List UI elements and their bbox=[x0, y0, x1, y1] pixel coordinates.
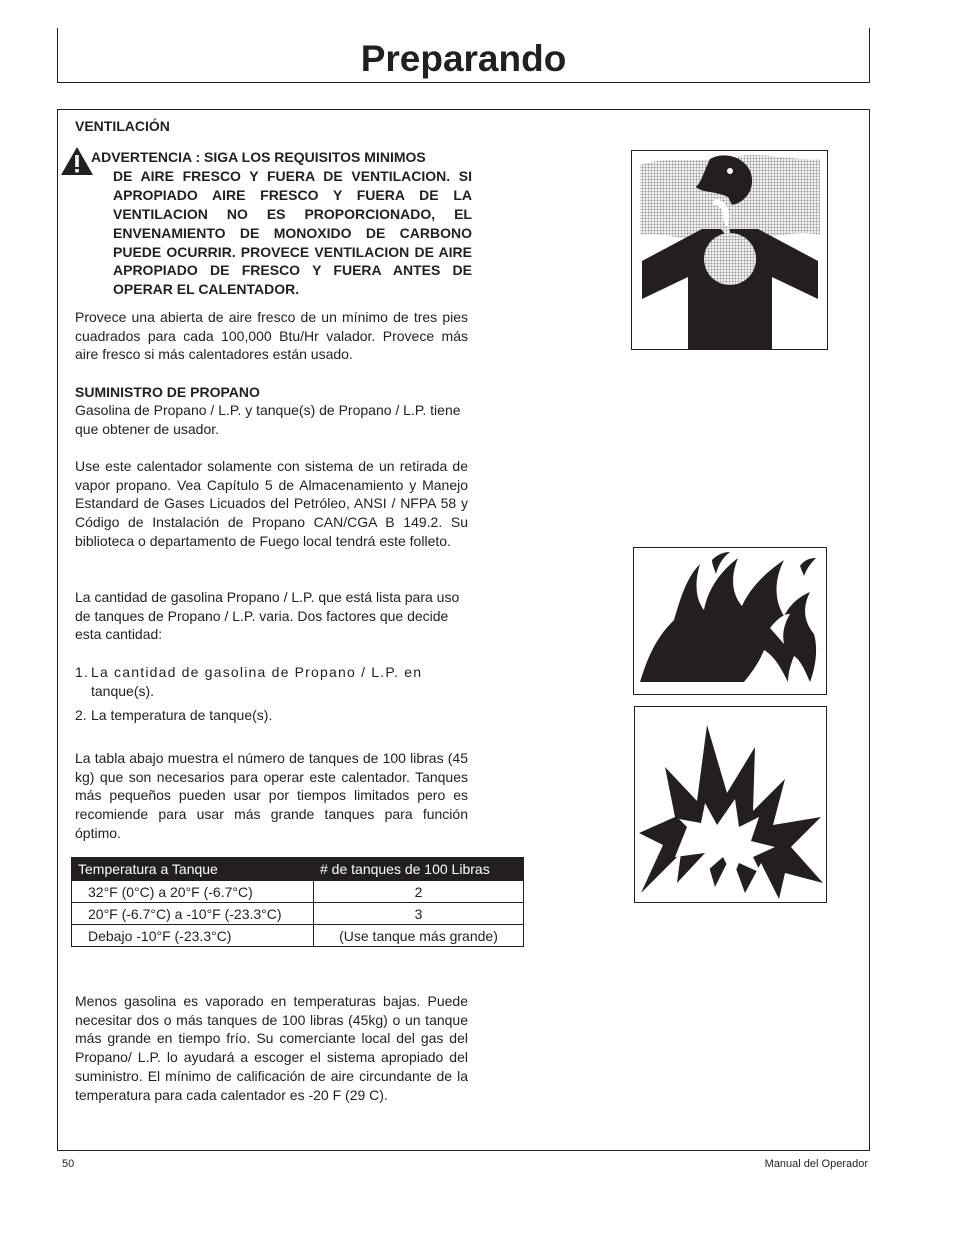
supply-heading: SUMINISTRO DE PROPANO bbox=[75, 384, 260, 400]
explosion-hazard-icon bbox=[635, 707, 826, 902]
warning-triangle-icon bbox=[60, 146, 94, 176]
table-row bbox=[72, 903, 524, 925]
ventilation-heading: VENTILACIÓN bbox=[75, 118, 170, 134]
table-header: # de tanques de 100 Libras bbox=[314, 858, 524, 881]
ventilation-paragraph: Provece una abierta de aire fresco de un mínimo de tres pies cuadrados para cada 100,000 Btu/Hr valador. Provece más aire fresco si más calentadores están usado. bbox=[75, 309, 468, 363]
warning-first-line: ADVERTENCIA : SIGA LOS REQUISITOS MINIMOS bbox=[91, 149, 426, 165]
supply-paragraph-1: Gasolina de Propano / L.P. y tanque(s) de Propano / L.P. tiene que obtener de usador. bbox=[75, 402, 461, 437]
list-item: 1. La cantidad de gasolina de Propano / L.P. en bbox=[75, 664, 423, 680]
supply-paragraph-3: La cantidad de gasolina Propano / L.P. que está lista para uso de tanques de Propano / L.P. varia. Dos factores que decide esta cantidad: bbox=[75, 589, 460, 643]
table-cell: 32°F (0°C) a 20°F (-6.7°C) bbox=[72, 881, 314, 903]
table-row bbox=[72, 881, 524, 903]
supply-paragraph-5: Menos gasolina es vaporado en temperaturas bajas. Puede necesitar dos o más tanques de 100 libras (45kg) o un tanque más grande en tiempo frío. Su comerciante local del gas del Propano/ L.P. lo ayudará a escoger el sistema apropiado del suministro. El mínimo de calificación de aire circundante de la temperatura para cada calentador es -20 F (29 C). bbox=[75, 993, 468, 1103]
fire-hazard-pictogram bbox=[633, 547, 827, 695]
tank-table bbox=[71, 857, 524, 947]
inhalation-hazard-icon bbox=[632, 151, 827, 349]
ventilation-warning bbox=[91, 148, 472, 299]
warning-body: DE AIRE FRESCO Y FUERA DE VENTILACION. SI APROPIADO AIRE FRESCO Y FUERA DE LA VENTILACION NO ES PROPORCIONADO, EL ENVENAMIENTO DE MONOXIDO DE CARBONO PUEDE OCURRIR. PROVECE VENTILACION DE AIRE APROPIADO DE FRESCO Y FUERA ANTES DE OPERAR EL CALENTADOR. bbox=[113, 167, 472, 298]
explosion-hazard-pictogram bbox=[634, 706, 827, 903]
table-header: Temperatura a Tanque bbox=[72, 858, 314, 881]
supply-paragraph-2: Use este calentador solamente con sistema de un retirada de vapor propano. Vea Capítulo 5 de Almacenamiento y Manejo Estandard de Gases Licuados del Petróleo, ANSI / NFPA 58 y Código de Instalación de Propano CAN/CGA B 149.2. Su biblioteca o departamento de Fuego local tendrá este folleto. bbox=[75, 458, 468, 549]
table-row bbox=[72, 925, 524, 947]
supply-paragraph-4: La tabla abajo muestra el número de tanques de 100 libras (45 kg) que son necesarios para operar este calentador. Tanques más pequeños pueden usar por tiempos limitados pero es recomiende para usar más grande tanques para función óptimo. bbox=[75, 750, 468, 841]
fire-hazard-icon bbox=[634, 548, 826, 694]
factors-list bbox=[75, 663, 468, 725]
page-number: 50 bbox=[62, 1158, 75, 1170]
table-cell: 3 bbox=[314, 903, 524, 925]
list-item: 2. La temperatura de tanque(s). bbox=[75, 707, 273, 724]
table-cell: 2 bbox=[314, 881, 524, 903]
table-cell: Debajo -10°F (-23.3°C) bbox=[72, 925, 314, 947]
table-cell: 20°F (-6.7°C) a -10°F (-23.3°C) bbox=[72, 903, 314, 925]
page-title: Preparando bbox=[360, 38, 567, 79]
inhalation-hazard-pictogram bbox=[631, 150, 828, 350]
table-cell: (Use tanque más grande) bbox=[314, 925, 524, 947]
title-box bbox=[57, 28, 870, 83]
table-header-row bbox=[72, 858, 524, 881]
footer-manual-title: Manual del Operador bbox=[764, 1158, 868, 1170]
list-item-continuation: tanque(s). bbox=[91, 682, 155, 699]
